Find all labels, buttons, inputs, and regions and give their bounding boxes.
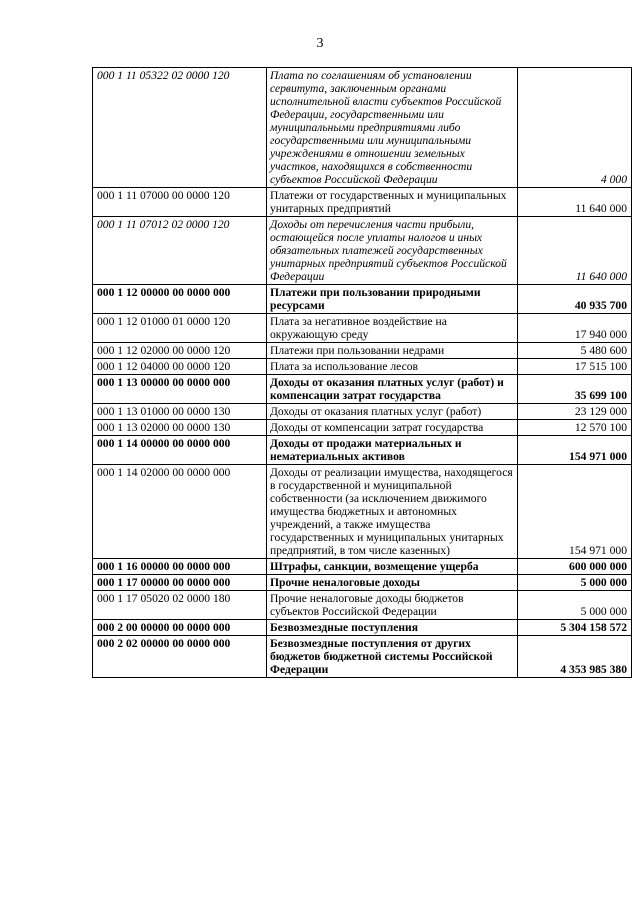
amount-cell: 17 515 100 xyxy=(518,359,632,375)
revenue-name-cell: Плата за негативное воздействие на окружающую среду xyxy=(267,314,518,343)
budget-code-cell: 000 1 12 00000 00 0000 000 xyxy=(93,285,267,314)
table-row xyxy=(93,375,632,404)
table-row xyxy=(93,620,632,636)
revenue-name-cell: Прочие неналоговые доходы бюджетов субъектов Российской Федерации xyxy=(267,591,518,620)
budget-code-cell: 000 1 11 05322 02 0000 120 xyxy=(93,68,267,188)
table-row xyxy=(93,575,632,591)
table-row xyxy=(93,559,632,575)
budget-code-cell: 000 1 17 05020 02 0000 180 xyxy=(93,591,267,620)
revenue-name-cell: Плата за использование лесов xyxy=(267,359,518,375)
budget-code-cell: 000 1 14 00000 00 0000 000 xyxy=(93,436,267,465)
table-row xyxy=(93,314,632,343)
table-row xyxy=(93,343,632,359)
revenue-name-cell: Безвозмездные поступления от других бюджетов бюджетной системы Российской Федерации xyxy=(267,636,518,678)
amount-cell: 12 570 100 xyxy=(518,420,632,436)
revenue-name-cell: Штрафы, санкции, возмещение ущерба xyxy=(267,559,518,575)
amount-cell: 4 000 xyxy=(518,68,632,188)
amount-cell: 154 971 000 xyxy=(518,436,632,465)
revenue-table-body xyxy=(93,68,632,678)
amount-cell: 17 940 000 xyxy=(518,314,632,343)
table-row xyxy=(93,636,632,678)
revenue-name-cell: Безвозмездные поступления xyxy=(267,620,518,636)
revenue-name-cell: Платежи при пользовании недрами xyxy=(267,343,518,359)
amount-cell: 40 935 700 xyxy=(518,285,632,314)
revenue-name-cell: Доходы от компенсации затрат государства xyxy=(267,420,518,436)
table-row xyxy=(93,68,632,188)
revenue-name-cell: Доходы от продажи материальных и нематериальных активов xyxy=(267,436,518,465)
table-row xyxy=(93,465,632,559)
table-row xyxy=(93,404,632,420)
budget-code-cell: 000 1 17 00000 00 0000 000 xyxy=(93,575,267,591)
revenue-name-cell: Доходы от реализации имущества, находящегося в государственной и муниципальной собственности (за исключением движимого имущества бюджетных и автономных учреждений, а также имущества государственных и муниципальных унитарных предприятий, в том числе казенных) xyxy=(267,465,518,559)
amount-cell: 4 353 985 380 xyxy=(518,636,632,678)
table-row xyxy=(93,285,632,314)
budget-code-cell: 000 1 13 02000 00 0000 130 xyxy=(93,420,267,436)
amount-cell: 5 000 000 xyxy=(518,575,632,591)
revenue-name-cell: Плата по соглашениям об установлении сервитута, заключенным органами исполнительной власти субъектов Российской Федерации, государственными или муниципальными предприятиями либо государственными или муниципальными учреждениями в отношении земельных участков, находящихся в собственности субъектов Российской Федерации xyxy=(267,68,518,188)
table-row xyxy=(93,436,632,465)
amount-cell: 600 000 000 xyxy=(518,559,632,575)
revenue-name-cell: Платежи от государственных и муниципальных унитарных предприятий xyxy=(267,188,518,217)
amount-cell: 5 304 158 572 xyxy=(518,620,632,636)
table-row xyxy=(93,359,632,375)
budget-code-cell: 000 2 02 00000 00 0000 000 xyxy=(93,636,267,678)
table-row xyxy=(93,217,632,285)
budget-code-cell: 000 1 12 01000 01 0000 120 xyxy=(93,314,267,343)
budget-code-cell: 000 1 11 07000 00 0000 120 xyxy=(93,188,267,217)
page-number: 3 xyxy=(316,36,324,51)
amount-cell: 35 699 100 xyxy=(518,375,632,404)
revenue-table xyxy=(92,67,632,678)
budget-code-cell: 000 1 11 07012 02 0000 120 xyxy=(93,217,267,285)
revenue-name-cell: Платежи при пользовании природными ресурсами xyxy=(267,285,518,314)
amount-cell: 5 480 600 xyxy=(518,343,632,359)
table-row xyxy=(93,188,632,217)
amount-cell: 154 971 000 xyxy=(518,465,632,559)
revenue-name-cell: Доходы от оказания платных услуг (работ) и компенсации затрат государства xyxy=(267,375,518,404)
budget-code-cell: 000 1 12 02000 00 0000 120 xyxy=(93,343,267,359)
budget-code-cell: 000 1 14 02000 00 0000 000 xyxy=(93,465,267,559)
table-row xyxy=(93,420,632,436)
budget-code-cell: 000 1 16 00000 00 0000 000 xyxy=(93,559,267,575)
amount-cell: 11 640 000 xyxy=(518,188,632,217)
budget-code-cell: 000 1 12 04000 00 0000 120 xyxy=(93,359,267,375)
amount-cell: 23 129 000 xyxy=(518,404,632,420)
amount-cell: 11 640 000 xyxy=(518,217,632,285)
budget-code-cell: 000 1 13 00000 00 0000 000 xyxy=(93,375,267,404)
revenue-name-cell: Доходы от перечисления части прибыли, остающейся после уплаты налогов и иных обязательных платежей государственных унитарных предприятий субъектов Российской Федерации xyxy=(267,217,518,285)
revenue-name-cell: Прочие неналоговые доходы xyxy=(267,575,518,591)
table-row xyxy=(93,591,632,620)
budget-code-cell: 000 1 13 01000 00 0000 130 xyxy=(93,404,267,420)
budget-code-cell: 000 2 00 00000 00 0000 000 xyxy=(93,620,267,636)
amount-cell: 5 000 000 xyxy=(518,591,632,620)
revenue-name-cell: Доходы от оказания платных услуг (работ) xyxy=(267,404,518,420)
